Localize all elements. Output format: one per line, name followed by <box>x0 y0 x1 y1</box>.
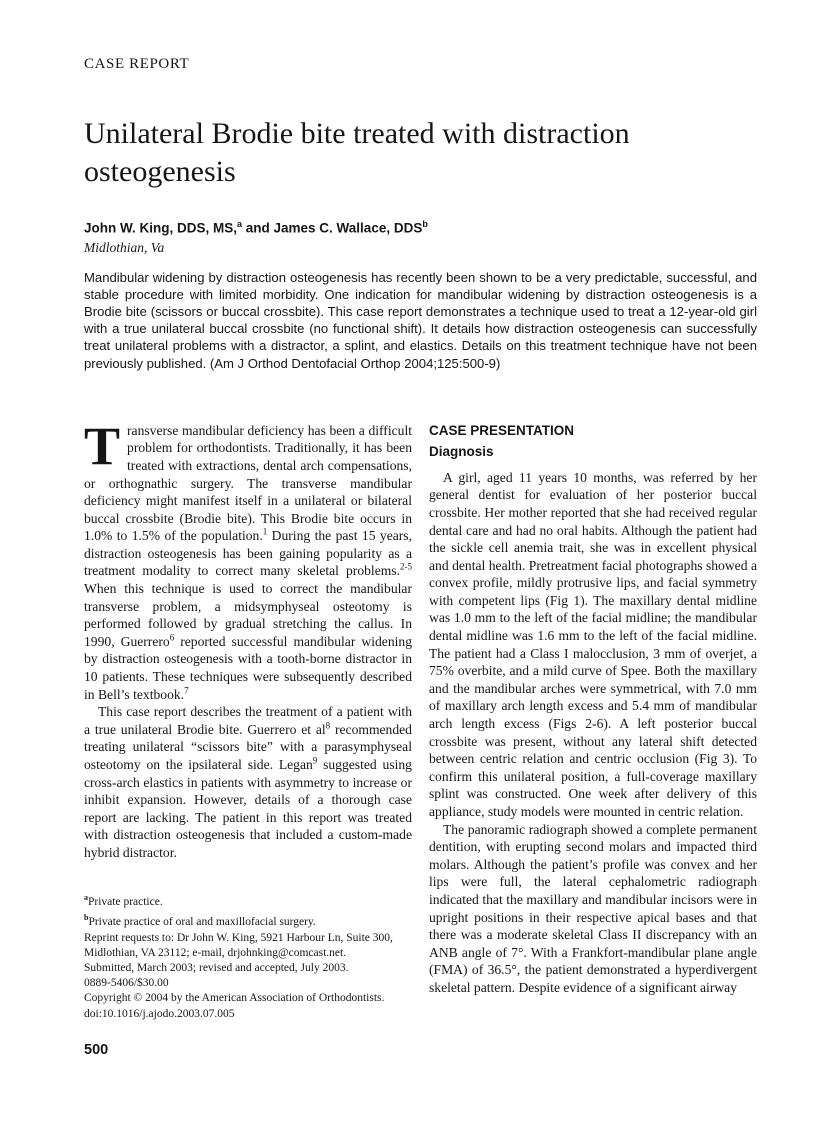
footnote-submitted: Submitted, March 2003; revised and accepted, July 2003. <box>84 961 349 974</box>
intro-text-segment: suggested using cross-arch elastics in patients with asymmetry to increase or inhibit expansion. However, details of a thorough case report are lacking. The patient in this report was treated with distraction osteogenesis that included a custom-made hybrid distractor. <box>84 757 412 860</box>
abstract-text: Mandibular widening by distraction osteogenesis has recently been shown to be a very predictable, successful, and stable procedure with limited morbidity. One indication for mandibular widening by distraction osteogenesis is a Brodie bite (scissors or buccal crossbite). This case report demonstrates a technique used to treat a 12-year-old girl with a true unilateral buccal crossbite (no functional shift). It details how distraction osteogenesis can successfully treat unilateral problems with a distractor, a splint, and elastics. Details on this treatment technique have not been previously published. (Am J Orthod Dentofacial Orthop 2004;125:500-9) <box>84 269 757 371</box>
reference-superscript-1: 1 <box>262 526 268 537</box>
reference-superscript-6: 6 <box>169 632 175 643</box>
right-column <box>429 422 757 1022</box>
intro-paragraph-2 <box>84 703 412 861</box>
reference-superscript-7: 7 <box>184 685 189 696</box>
kicker: CASE REPORT <box>84 56 190 72</box>
footnote-text: Private practice of oral and maxillofacial surgery. <box>88 916 316 929</box>
page-number: 500 <box>84 1042 109 1058</box>
intro-text-segment: ransverse mandibular deficiency has been a difficult problem for orthodontists. Traditionally, it has been treated with extractions, dental arch compensations, or orthognathic surgery. The transverse mandibular deficiency might manifest itself in a unilateral or bilateral buccal crossbite (Brodie bite). This Brodie bite occurs in 1.0% to 1.5% of the population. <box>84 422 412 544</box>
author-superscript-a: a <box>237 219 243 229</box>
reference-superscript-2-5: 2-5 <box>400 561 412 572</box>
footnotes-block <box>84 880 412 1021</box>
footnote-superscript-a: a <box>84 893 88 903</box>
left-column <box>84 415 412 1022</box>
intro-text-segment: recommended treating unilateral “scissors bite” with a parasymphyseal osteotomy on the ipsilateral side. Legan <box>84 721 412 772</box>
footnote-reprint-requests: Reprint requests to: Dr John W. King, 5921 Harbour Ln, Suite 300, Midlothian, VA 23112; e-mail, drjohnking@comcast.net. <box>84 931 393 959</box>
footnote-affiliation-b <box>84 910 412 930</box>
byline <box>84 216 757 237</box>
footnote-affiliation-a <box>84 890 412 910</box>
diagnosis-paragraph-1: A girl, aged 11 years 10 months, was referred by her general dentist for evaluation of her posterior buccal crossbite. Her mother reported that she had received regular dental care and had no oral habits. Although the patient had the sickle cell anemia trait, she was in excellent physical and dental health. Pretreatment facial photographs showed a convex profile, mildly protrusive lips, and facial symmetry with competent lips (Fig 1). The maxillary dental midline was 1.0 mm to the left of the facial midline; the mandibular dental midline was 1.6 mm to the left of the facial midline. The patient had a Class I malocclusion, 3 mm of overjet, a 75% overbite, and a mild curve of Spee. Both the maxillary and the mandibular arches were symmetrical, with 7.0 mm of maxillary arch length excess and 5.4 mm of mandibular arch length excess (Figs 2-6). A left posterior buccal crossbite was present, without any lateral shift detected between centric relation and centric occlusion (Fig 3). To confirm this unilateral position, a full-coverage maxillary splint was constructed. One week after delivery of this appliance, study models were mounted in centric relation. <box>429 469 757 819</box>
intro-text-segment: reported successful mandibular widening by distraction osteogenesis with a tooth-borne distractor in 10 patients. These techniques were subsequently described in Bell’s textbook. <box>84 633 412 702</box>
article-title: Unilateral Brodie bite treated with distraction osteogenesis <box>84 117 630 188</box>
intro-text-segment: During the past 15 years, distraction osteogenesis has been gaining popularity as a treatment modality to correct many skeletal problems. <box>84 528 412 579</box>
intro-text-segment: When this technique is used to correct the mandibular transverse problem, a midsymphyseal osteotomy is performed followed by gradual stretching the callus. In 1990, Guerrero <box>84 581 412 649</box>
footnote-copyright: Copyright © 2004 by the American Association of Orthodontists. <box>84 992 385 1005</box>
footnote-superscript-b: b <box>84 913 89 923</box>
author-2: and James C. Wallace, DDS <box>242 220 423 236</box>
diagnosis-subheading: Diagnosis <box>429 443 494 459</box>
affiliation-location: Midlothian, Va <box>84 239 165 255</box>
footnote-issn-price: 0889-5406/$30.00 <box>84 977 169 990</box>
footnote-text: Private practice. <box>88 896 163 909</box>
intro-text-segment: This case report describes the treatment of a patient with a true unilateral Brodie bite. Guerrero et al <box>84 704 412 737</box>
two-column-body <box>84 415 757 1022</box>
reference-superscript-9: 9 <box>312 755 318 766</box>
case-presentation-heading: CASE PRESENTATION <box>429 422 575 438</box>
reference-superscript-8: 8 <box>325 720 331 731</box>
drop-cap: T <box>84 415 121 476</box>
author-1: John W. King, DDS, MS, <box>84 220 237 236</box>
author-superscript-b: b <box>422 219 428 229</box>
diagnosis-paragraph-2: The panoramic radiograph showed a complete permanent dentition, with erupting second molars and impacted third molars. Although the patient’s profile was convex and her lips were full, the lateral cephalometric radiograph indicated that the maxillary and mandibular incisors were in upright positions in their respective apical bases and that there was a moderate skeletal Class II discrepancy with an ANB angle of 7°. With a Frankfort-mandibular plane angle (FMA) of 36.5°, the patient demonstrated a hyperdivergent skeletal pattern. Despite evidence of a significant airway <box>429 821 757 995</box>
intro-paragraph-1 <box>84 415 412 704</box>
footnote-doi: doi:10.1016/j.ajodo.2003.07.005 <box>84 1007 235 1020</box>
